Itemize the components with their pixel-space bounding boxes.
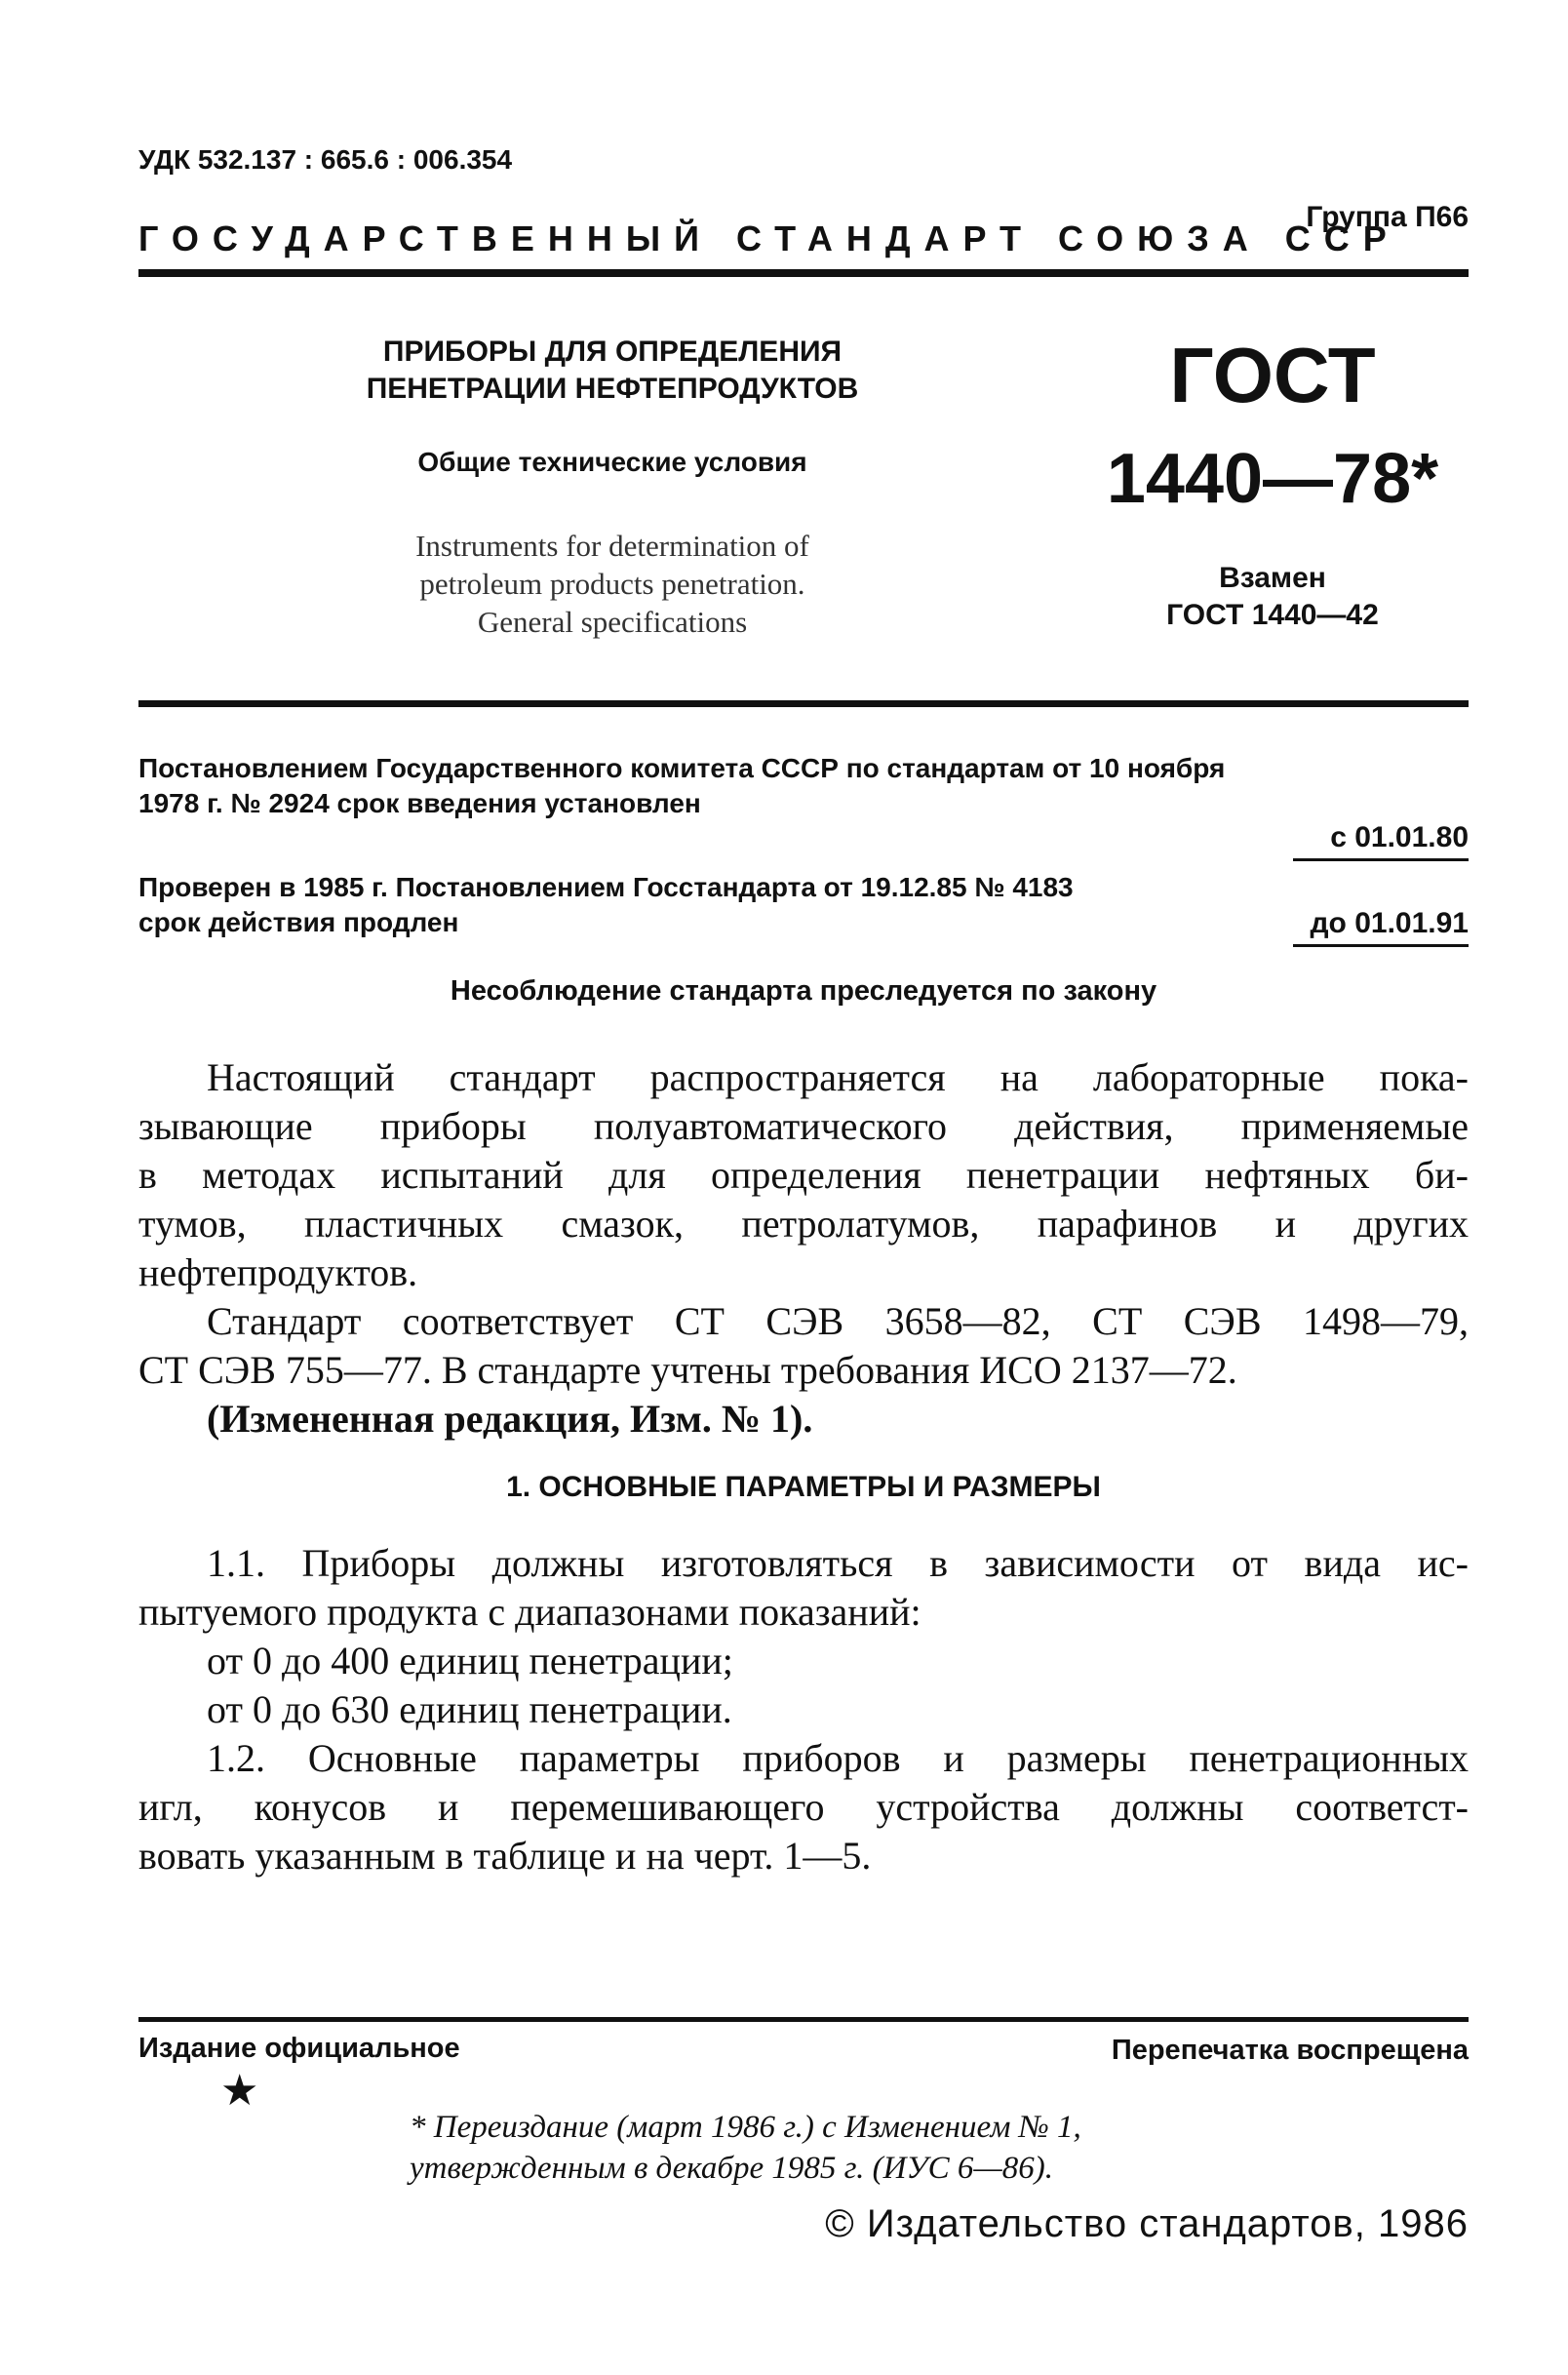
title-ru-line2: ПЕНЕТРАЦИИ НЕФТЕПРОДУКТОВ bbox=[366, 373, 859, 405]
range-item-1: от 0 до 400 единиц пенетрации; bbox=[207, 1639, 733, 1682]
section1-heading: 1. ОСНОВНЫЕ ПАРАМЕТРЫ И РАЗМЕРЫ bbox=[506, 1471, 1101, 1503]
gost-replaces bbox=[1121, 560, 1424, 634]
section1-body bbox=[138, 1539, 1469, 1880]
decree-line2: 1978 г. № 2924 срок введения установлен bbox=[138, 788, 701, 818]
intro-line2: зывающие приборы полуавтоматического действия, применяемые bbox=[138, 1104, 1469, 1148]
publisher-copyright: © Издательство стандартов, 1986 bbox=[825, 2202, 1469, 2245]
decree-line1: Постановлением Государственного комитета СССР по стандартам от 10 ноября bbox=[138, 753, 1226, 783]
decree-checked-line2: срок действия продлен bbox=[138, 907, 459, 937]
title-en-line3: General specifications bbox=[477, 605, 748, 639]
clause-1-2-line3: вовать указанным в таблице и на черт. 1—5. bbox=[138, 1834, 872, 1878]
from-date-rule bbox=[1293, 858, 1469, 861]
standard-banner: ГОСУДАРСТВЕННЫЙ СТАНДАРТ СОЮЗА ССР bbox=[138, 218, 1400, 258]
footer-rule bbox=[138, 2017, 1469, 2022]
intro-line1: Настоящий стандарт распространяется на лабораторные пока- bbox=[207, 1055, 1469, 1099]
clause-1-1-line1: 1.1. Приборы должны изготовляться в зависимости от вида ис- bbox=[207, 1541, 1469, 1585]
decree-until-date: до 01.01.91 bbox=[1310, 907, 1469, 939]
reissue-note bbox=[410, 2107, 1081, 2189]
intro-paragraph bbox=[138, 1053, 1469, 1444]
reissue-note-line1: * Переиздание (март 1986 г.) с Изменением № 1, bbox=[410, 2110, 1081, 2145]
intro-line3: в методах испытаний для определения пенетрации нефтяных би- bbox=[138, 1153, 1469, 1197]
conformity-line2: СТ СЭВ 755—77. В стандарте учтены требования ИСО 2137—72. bbox=[138, 1348, 1237, 1392]
conformity-line1: Стандарт соответствует СТ СЭВ 3658—82, СТ СЭВ 1498—79, bbox=[207, 1299, 1469, 1343]
gost-replaces-label: Взамен bbox=[1219, 562, 1326, 594]
title-subtitle: Общие технические условия bbox=[417, 447, 807, 477]
title-ru-line1: ПРИБОРЫ ДЛЯ ОПРЕДЕЛЕНИЯ bbox=[382, 336, 843, 368]
title-ru bbox=[330, 334, 895, 408]
title-en-line1: Instruments for determination of bbox=[415, 529, 809, 563]
title-en-line2: petroleum products penetration. bbox=[419, 567, 805, 601]
title-rule bbox=[138, 700, 1469, 707]
udk-code: УДК 532.137 : 665.6 : 006.354 bbox=[138, 144, 513, 175]
reissue-note-line2: утвержденным в декабре 1985 г. (ИУС 6—86). bbox=[410, 2151, 1053, 2186]
clause-1-1-line2: пытуемого продукта с диапазонами показаний: bbox=[138, 1590, 921, 1634]
clause-1-2-line2: игл, конусов и перемешивающего устройства должны соответст- bbox=[138, 1785, 1469, 1829]
intro-line5: нефтепродуктов. bbox=[138, 1250, 418, 1294]
reprint-prohibited: Перепечатка воспрещена bbox=[1111, 2035, 1469, 2066]
amended-edition: (Измененная редакция, Изм. № 1). bbox=[207, 1397, 813, 1441]
gost-replaces-value: ГОСТ 1440—42 bbox=[1166, 599, 1379, 631]
decree-checked-line1: Проверен в 1985 г. Постановлением Госстандарта от 19.12.85 № 4183 bbox=[138, 872, 1074, 902]
banner-rule bbox=[138, 269, 1469, 277]
official-edition: Издание официальное bbox=[138, 2033, 460, 2064]
until-date-rule bbox=[1293, 944, 1469, 947]
clause-1-2-line1: 1.2. Основные параметры приборов и размеры пенетрационных bbox=[207, 1736, 1469, 1780]
range-item-2: от 0 до 630 единиц пенетрации. bbox=[207, 1687, 732, 1731]
gost-label: ГОСТ bbox=[1169, 332, 1376, 418]
legal-warning: Несоблюдение стандарта преследуется по закону bbox=[450, 975, 1157, 1007]
group-code: Группа П66 bbox=[1306, 201, 1469, 233]
intro-line4: тумов, пластичных смазок, петролатумов, парафинов и других bbox=[138, 1202, 1469, 1246]
decree-from-date: с 01.01.80 bbox=[1330, 821, 1469, 853]
title-en bbox=[330, 527, 895, 641]
gost-number: 1440—78* bbox=[1106, 440, 1439, 518]
star-icon: ★ bbox=[220, 2066, 259, 2116]
